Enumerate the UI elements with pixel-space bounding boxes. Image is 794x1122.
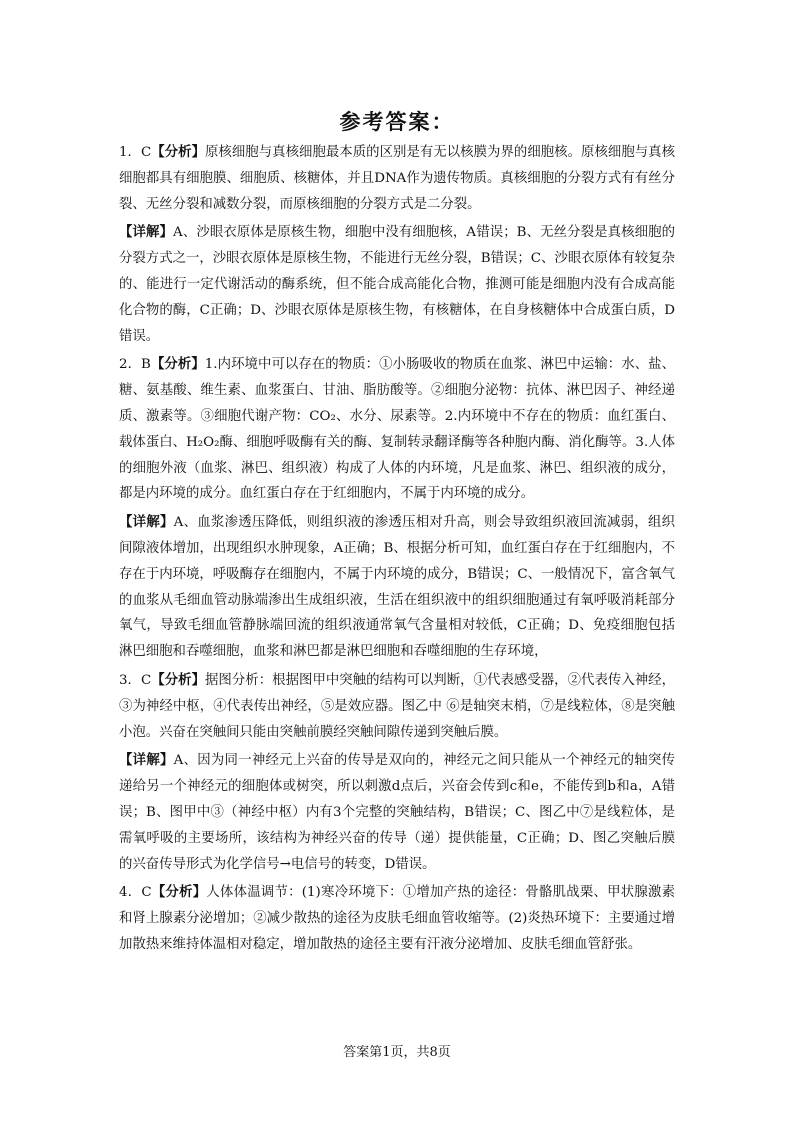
analysis-text: 据图分析：根据图甲中突触的结构可以判断，①代表感受器，②代表传入神经，③为神经中枢，④代表传出神经，⑤是效应器。图乙中 ⑥是轴突末梢，⑦是线粒体，⑧是突触小泡。兴奋在突触间只能由突触前膜经突触间隙传递到突触后膜。 — [119, 672, 676, 740]
answer-3-analysis — [119, 668, 675, 745]
page-footer: 答案第1页，共8页 — [343, 1045, 451, 1060]
analysis-tag: 【分析】 — [151, 144, 205, 160]
detail-text: A、沙眼衣原体是原核生物，细胞中没有细胞核，A错误；B、无丝分裂是真核细胞的分裂方式之一，沙眼衣原体是原核生物，不能进行无丝分裂，B错误；C、沙眼衣原体有较复杂的、能进行一定代谢活动的酶系统，但不能合成高能化合物，推测可能是细胞内没有合成高能化合物的酶，C正确；D、沙眼衣原体是原核生物，有核糖体，在自身核糖体中合成蛋白质，D错误。 — [119, 225, 676, 344]
detail-tag: 【详解】 — [119, 752, 174, 769]
analysis-tag: 【分析】 — [151, 884, 207, 901]
detail-text: A、血浆渗透压降低，则组织液的渗透压相对升高，则会导致组织液回流减弱，组织间隙液体增加，出现组织水肿现象，A正确；B、根据分析可知，血红蛋白存在于红细胞内，不存在于内环境，呼吸酶存在细胞内，不属于内环境的成分，B错误；C、一般情况下，富含氧气的血浆从毛细血管动脉端渗出生成组织液，生活在组织液中的组织细胞通过有氧呼吸消耗部分氧气，导致毛细血管静脉端回流的组织液通常氧气含量相对较低，C正确；D、免疫细胞包括淋巴细胞和吞噬细胞，血浆和淋巴都是淋巴细胞和吞噬细胞的生存环境， — [119, 515, 676, 660]
detail-tag: 【详解】 — [119, 224, 174, 241]
analysis-text: 原核细胞与真核细胞最本质的区别是有无以核膜为界的细胞核。原核细胞与真核细胞都具有细胞膜、细胞质、核糖体，并且DNA作为遗传物质。真核细胞的分裂方式有有丝分裂、无丝分裂和减数分裂，而原核细胞的分裂方式是二分裂。 — [119, 145, 676, 212]
page-title: 参考答案： — [339, 110, 455, 134]
analysis-tag: 【分析】 — [151, 671, 205, 688]
answer-2-detail — [119, 510, 675, 665]
answer-2-analysis — [119, 352, 675, 507]
answer-1-number: 1．C — [119, 145, 152, 160]
answer-4-number: 4．C — [119, 885, 152, 901]
answer-1-detail — [119, 220, 675, 349]
answer-2-number: 2．B — [119, 357, 151, 373]
answer-1-analysis — [119, 140, 675, 217]
answer-3-number: 3．C — [119, 672, 152, 688]
analysis-text: 人体体温调节：(1)寒冷环境下：①增加产热的途径：骨骼肌战栗、甲状腺激素和肾上腺素分泌增加；②减少散热的途径为皮肤毛细血管收缩等。(2)炎热环境下：主要通过增加散热来维持体温相对稳定，增加散热的途径主要有汗液分泌增加、皮肤毛细血管舒张。 — [119, 885, 676, 952]
detail-text: A、因为同一神经元上兴奋的传导是双向的，神经元之间只能从一个神经元的轴突传递给另一个神经元的细胞体或树突，所以刺激d点后，兴奋会传到c和e，不能传到b和a，A错误；B、图甲中③（神经中枢）内有3个完整的突触结构，B错误；C、图乙中⑦是线粒体，是需氧呼吸的主要场所，该结构为神经兴奋的传导（递）提供能量，C正确；D、图乙突触后膜的兴奋传导形式为化学信号→电信号的转变，D错误。 — [119, 753, 676, 872]
analysis-text: 1.内环境中可以存在的物质：①小肠吸收的物质在血浆、淋巴中运输：水、盐、糖、氨基酸、维生素、血浆蛋白、甘油、脂肪酸等。②细胞分泌物：抗体、淋巴因子、神经递质、激素等。③细胞代谢产物：CO₂、水分、尿素等。2.内环境中不存在的物质：血红蛋白、载体蛋白、H₂O₂酶、细胞呼吸酶有关的酶、复制转录翻译酶等各种胞内酶、消化酶等。3.人体的细胞外液（血浆、淋巴、组织液）构成了人体的内环境，凡是血浆、淋巴、组织液的成分，都是内环境的成分。血红蛋白存在于红细胞内，不属于内环境的成分。 — [119, 357, 675, 502]
answer-content — [119, 140, 675, 961]
analysis-tag: 【分析】 — [150, 356, 205, 373]
detail-tag: 【详解】 — [119, 514, 174, 531]
answer-3-detail — [119, 748, 675, 877]
answer-4-analysis — [119, 880, 675, 957]
